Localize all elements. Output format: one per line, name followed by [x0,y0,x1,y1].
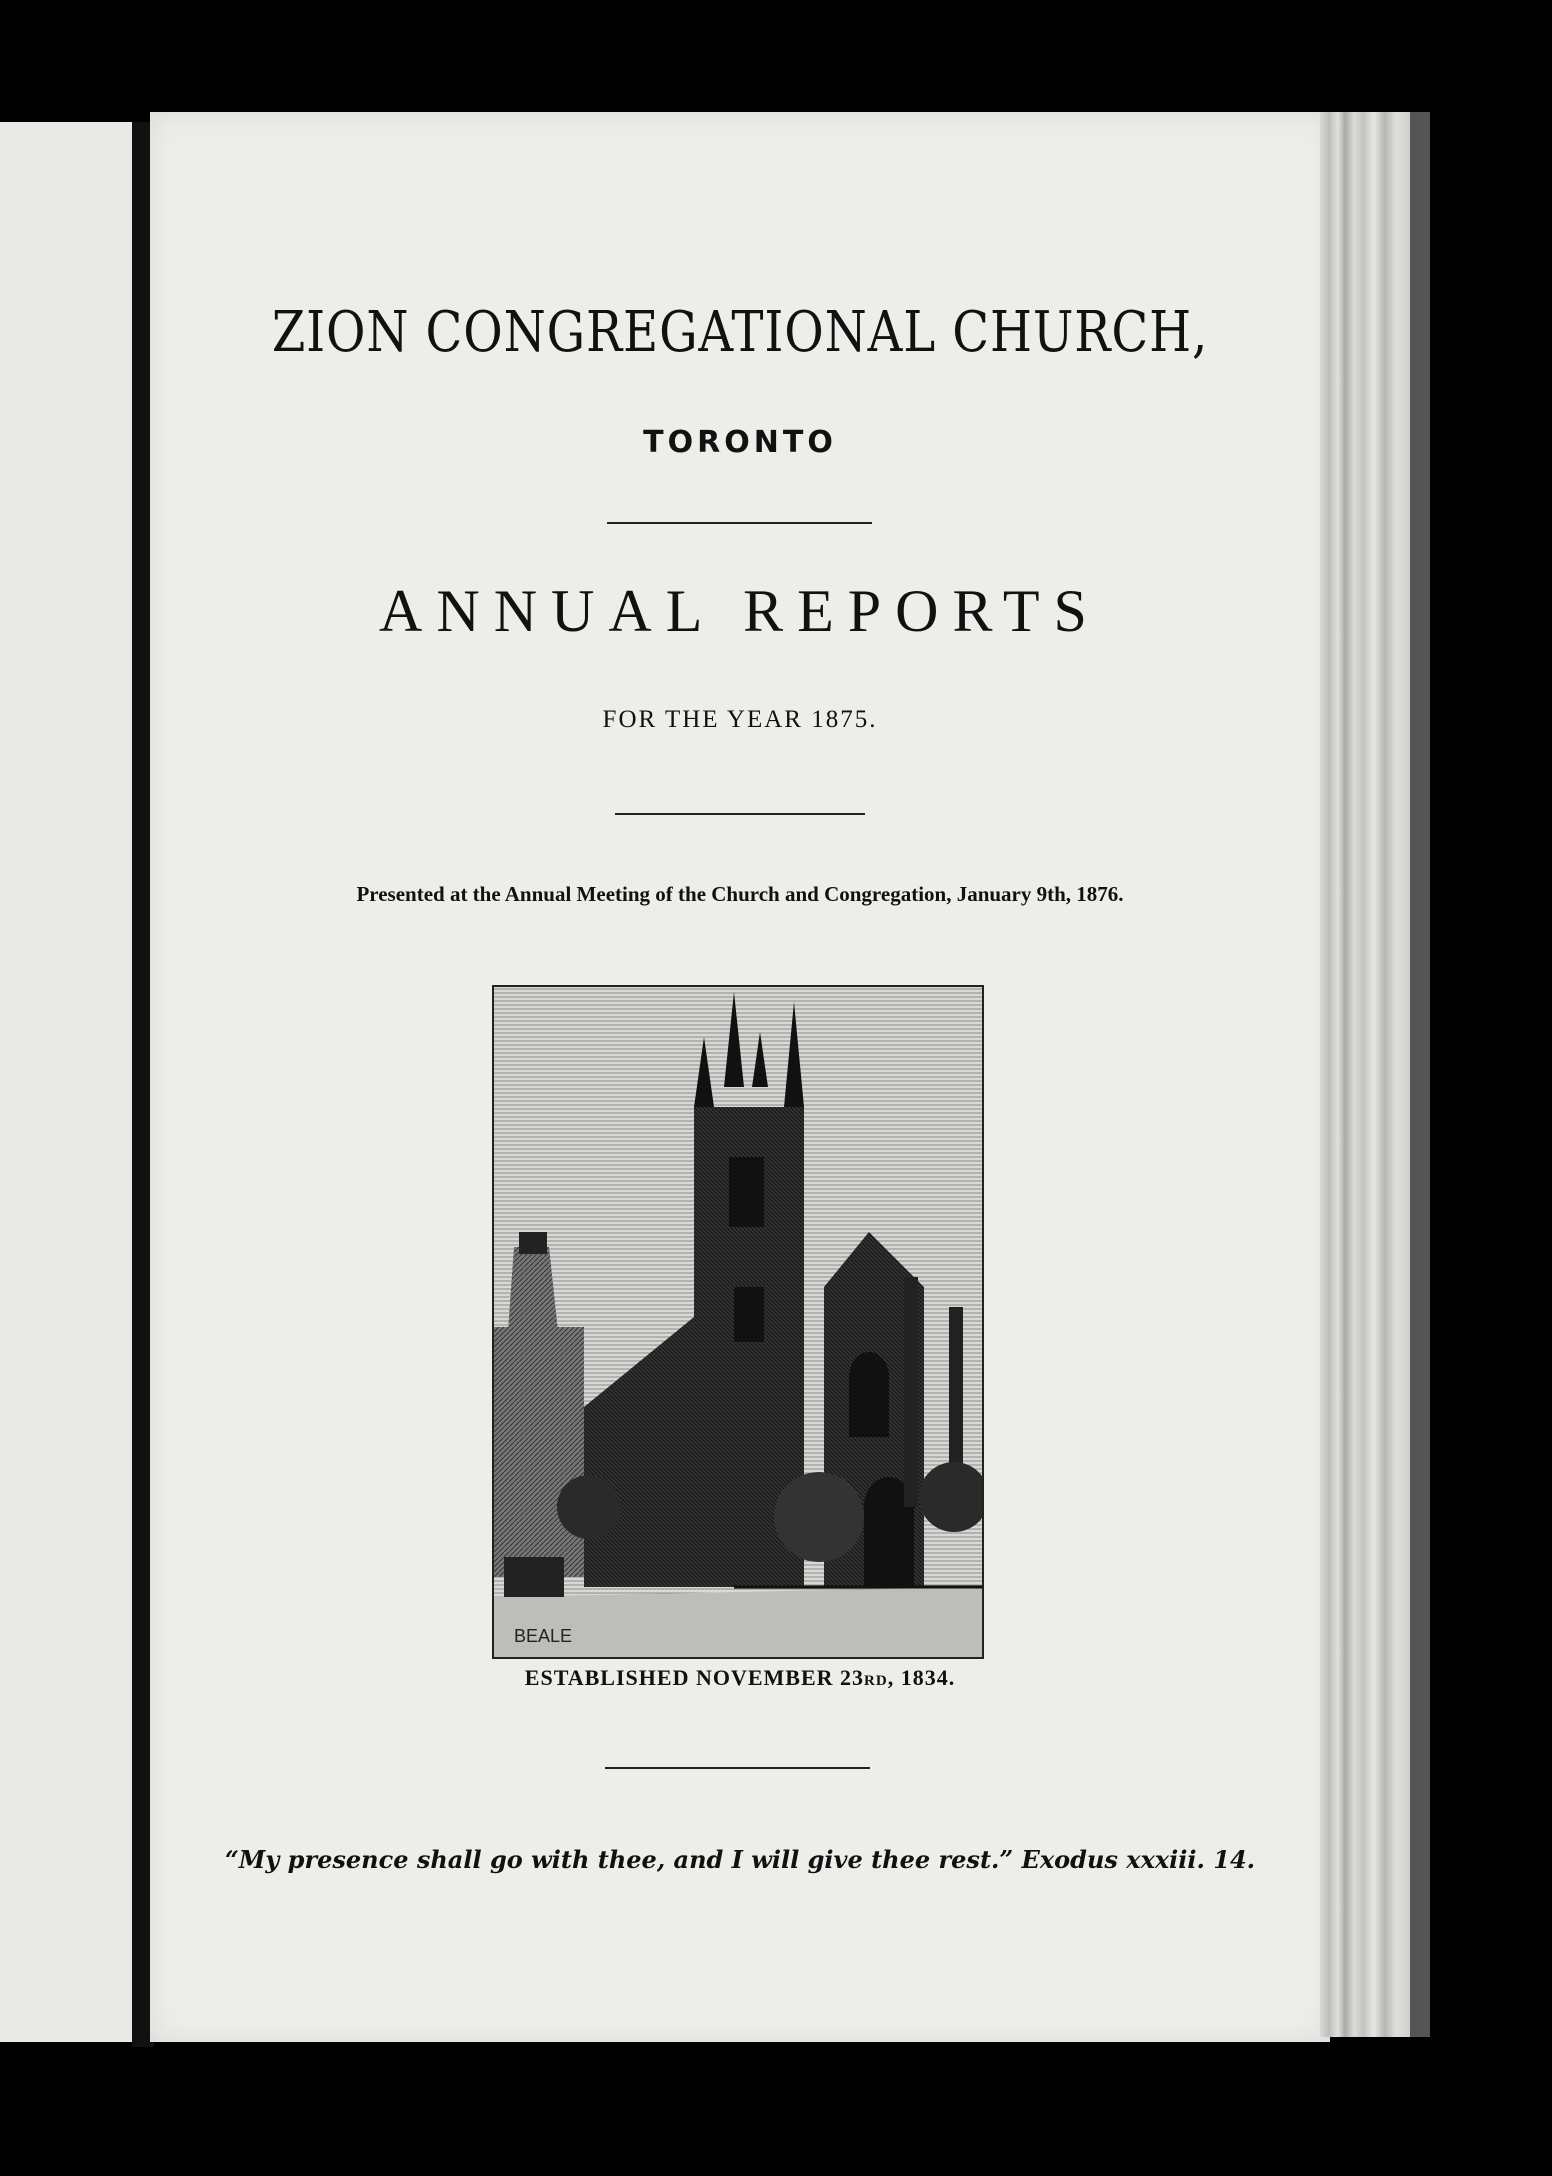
church-title: ZION CONGREGATIONAL CHURCH, [271,300,1209,365]
report-year: FOR THE YEAR 1875. [602,706,878,733]
engraver-signature: BEALE [514,1626,573,1646]
divider-rule [615,813,865,815]
city-name: TORONTO [643,425,837,460]
book-edge [1410,112,1430,2037]
caption-text: ESTABLISHED NOVEMBER 23 [524,1665,865,1690]
caption-year: , 1834. [887,1665,956,1690]
established-caption [150,1665,1330,1691]
church-engraving [492,985,984,1659]
divider-rule [607,522,872,524]
page-edges [1320,112,1410,2037]
facing-page [0,122,132,2042]
report-heading: ANNUAL REPORTS [379,578,1101,644]
presented-line: Presented at the Annual Meeting of the Church and Congregation, January 9th, 1876. [356,882,1124,906]
divider-rule [605,1767,870,1769]
church-engraving-art [494,987,982,1657]
caption-ordinal: RD [864,1673,888,1689]
scripture-quote: “My presence shall go with thee, and I will give thee rest.” Exodus xxxiii. 14. [225,1845,1255,1874]
